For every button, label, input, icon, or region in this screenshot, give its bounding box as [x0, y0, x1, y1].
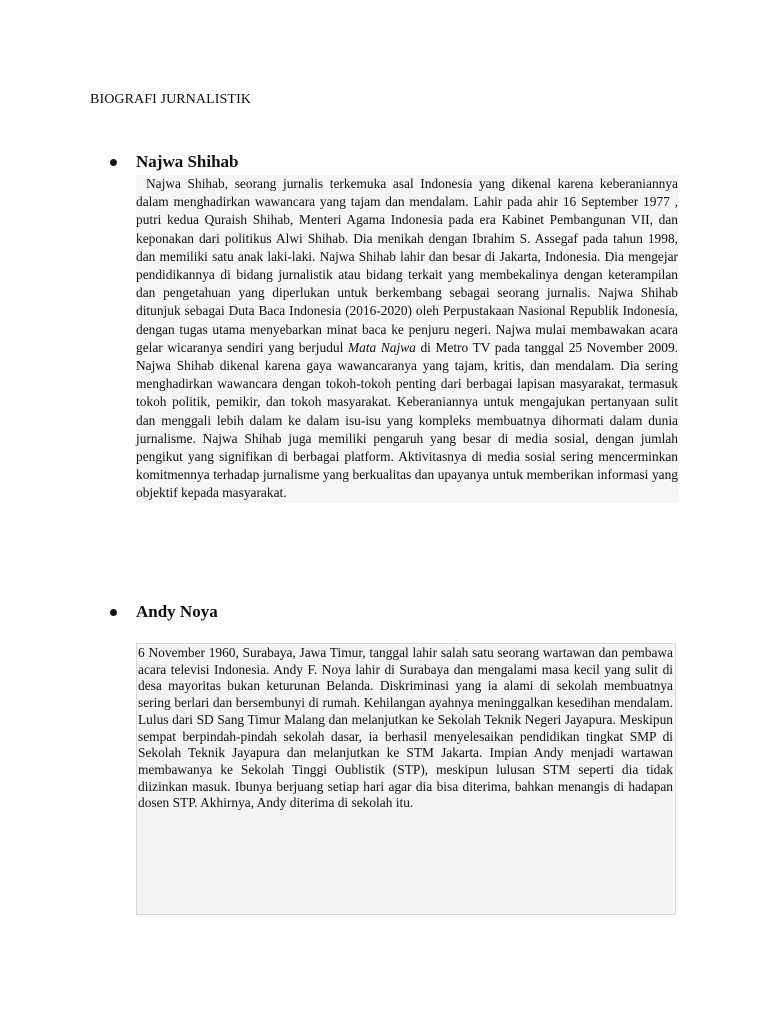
text-box-andy-noya [136, 643, 676, 915]
biography-paragraph-najwa-shihab [136, 175, 678, 503]
page-title: BIOGRAFI JURNALISTIK [90, 92, 252, 107]
biography-paragraph-andy-noya: 6 November 1960, Surabaya, Jawa Timur, tanggal lahir salah satu seorang wartawan dan pembawa acara televisi Indonesia. Andy F. Noya lahir di Surabaya dan mengalami masa kecil yang sulit di desa mayoritas bukan keturunan Belanda. Diskriminasi yang ia alami di sekolah membuatnya sering berlari dan bersembunyi di rumah. Kehilangan ayahnya meninggalkan kesedihan mendalam. Lulus dari SD Sang Timur Malang dan melanjutkan ke Sekolah Teknik Negeri Jayapura. Meskipun sempat berpindah-pindah sekolah dasar, ia berhasil menyelesaikan pendidikan tingkat SMP di Sekolah Teknik Jayapura dan melanjutkan ke STM Jakarta. Impian Andy menjadi wartawan membawanya ke Sekolah Tinggi Oublistik (STP), meskipun lulusan STM seperti dia tidak diizinkan masuk. Ibunya berjuang setiap hari agar dia bisa diterima, bahkan menangis di hadapan dosen STP. Akhirnya, Andy diterima di sekolah itu. [138, 645, 673, 811]
bullet-icon [110, 159, 117, 166]
bullet-icon [110, 609, 117, 616]
section-heading-najwa-shihab [110, 152, 239, 172]
show-title: Mata Najwa [347, 339, 416, 355]
section-title: Andy Noya [136, 602, 218, 621]
paragraph-text: Najwa Shihab, seorang jurnalis terkemuka asal Indonesia yang dikenal karena keberaniannya dalam menghadirkan wawancara yang tajam dan mendalam. Lahir pada ahir 16 September 1977 , putri kedua Quraish Shihab, Menteri Agama Indonesia pada era Kabinet Pembangunan VII, dan keponakan dari politikus Alwi Shihab. Dia menikah dengan Ibrahim S. Assegaf pada tahun 1998, dan memiliki satu anak laki-laki. Najwa Shihab lahir dan besar di Jakarta, Indonesia. Dia mengejar pendidikannya di bidang jurnalistik atau bidang terkait yang membekalinya dengan keterampilan dan pengetahuan yang diperlukan untuk berkembang sebagai seorang jurnalis. Najwa Shihab ditunjuk sebagai Duta Baca Indonesia (2016-2020) oleh Perpustakaan Nasional Republik Indonesia, dengan tugas utama menyebarkan minat baca ke penjuru negeri. Najwa mulai membawakan acara gelar wicaranya sendiri yang berjudul [136, 176, 678, 355]
paragraph-text: di Metro TV pada tanggal 25 November 2009. Najwa Shihab dikenal karena gaya wawancaranya yang tajam, kritis, dan mendalam. Dia sering menghadirkan wawancara dengan tokoh-tokoh penting dari berbagai lapisan masyarakat, termasuk tokoh politik, pemikir, dan tokoh masyarakat. Keberaniannya untuk mengajukan pertanyaan sulit dan menggali lebih dalam ke dalam isu-isu yang kompleks membuatnya dihormati dalam dunia jurnalisme. Najwa Shihab juga memiliki pengaruh yang besar di media sosial, dengan jumlah pengikut yang signifikan di berbagai platform. Aktivitasnya di media sosial sering mencerminkan komitmennya terhadap jurnalisme yang berkualitas dan upayanya untuk memberikan informasi yang objektif kepada masyarakat. [136, 339, 678, 501]
section-title: Najwa Shihab [136, 152, 239, 171]
section-heading-andy-noya [110, 602, 218, 622]
